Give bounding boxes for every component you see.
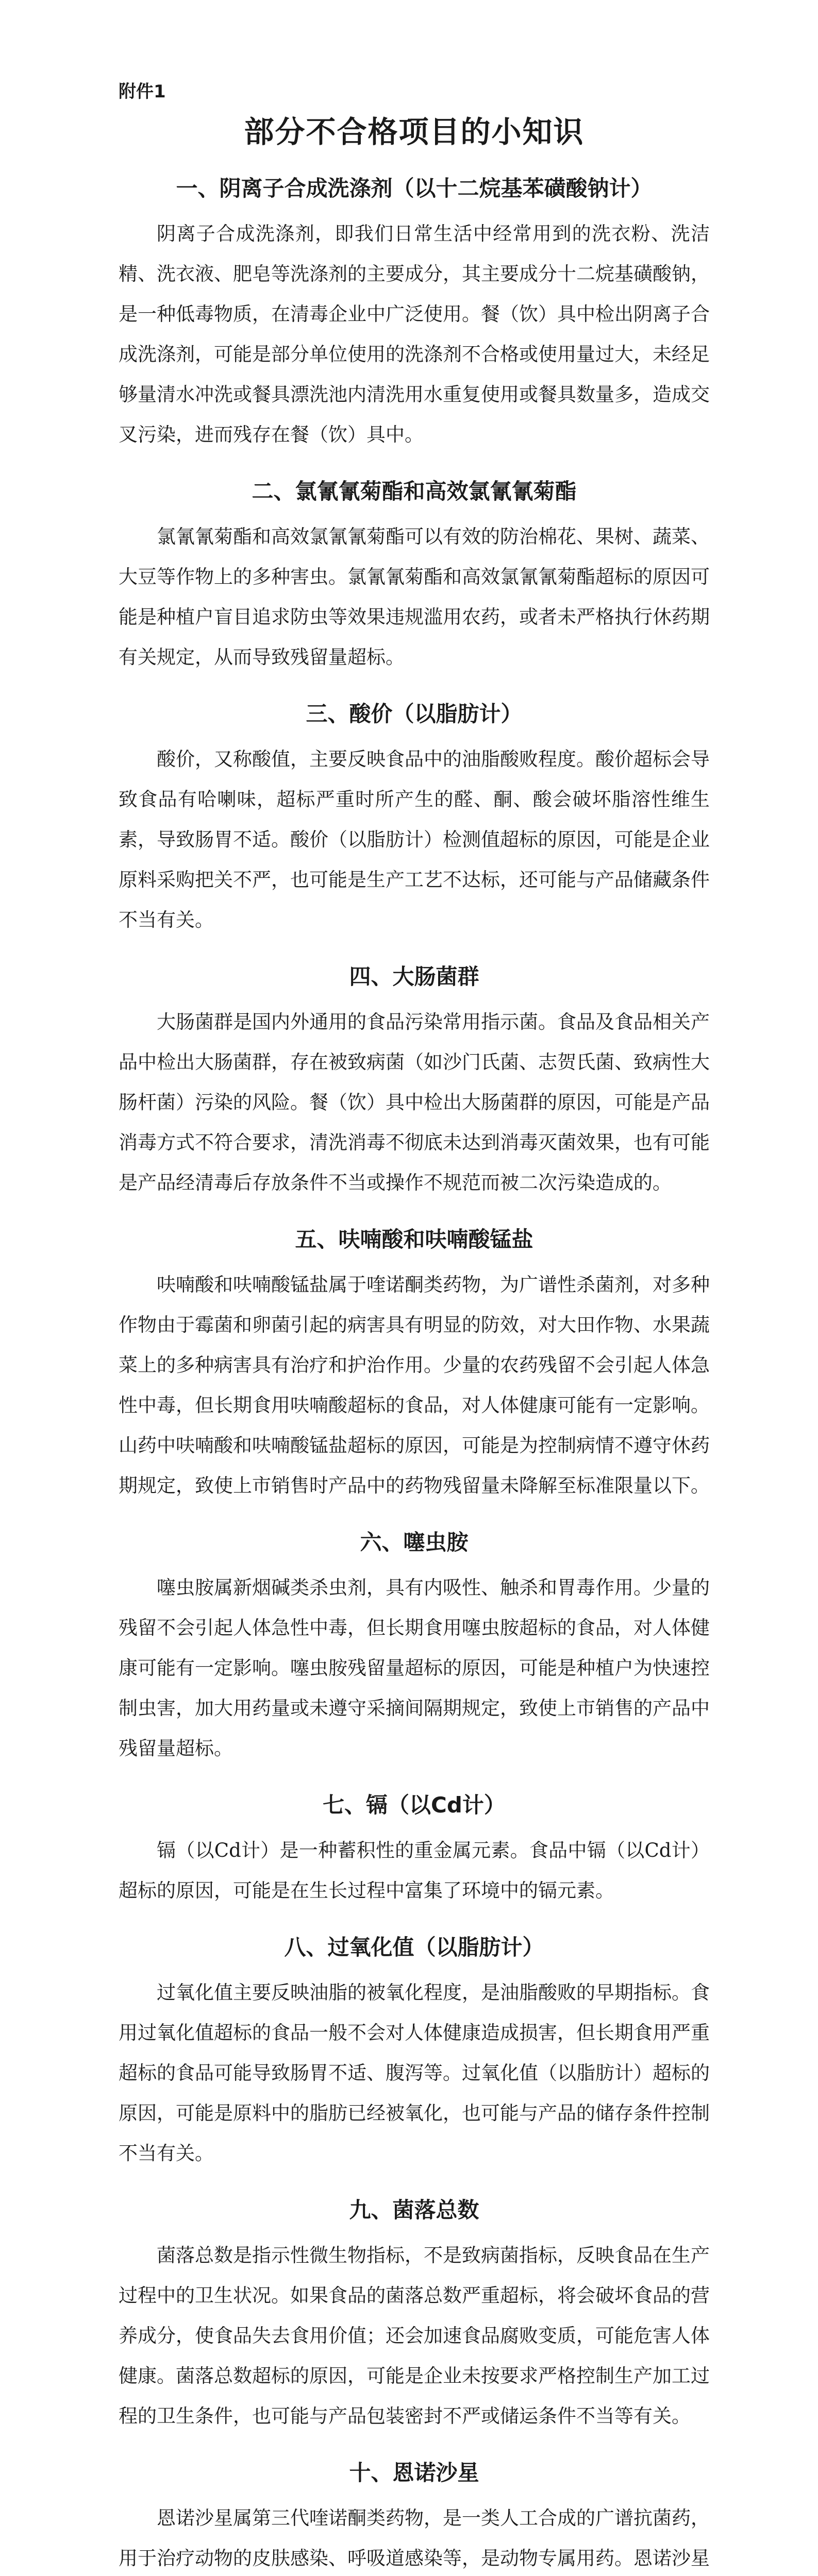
section — [119, 697, 710, 940]
section-paragraph: 大肠菌群是国内外通用的食品污染常用指示菌。食品及食品相关产品中检出大肠菌群，存在被致病菌（如沙门氏菌、志贺氏菌、致病性大肠杆菌）污染的风险。餐（饮）具中检出大肠菌群的原因，可能是产品消毒方式不符合要求，清洗消毒不彻底未达到消毒灭菌效果，也有可能是产品经清毒后存放条件不当或操作不规范而被二次污染造成的。 — [119, 1011, 710, 1194]
section-heading: 二、氯氰氰菊酯和高效氯氰氰菊酯 — [252, 479, 577, 504]
section-paragraph: 阴离子合成洗涤剂，即我们日常生活中经常用到的洗衣粉、洗洁精、洗衣液、肥皂等洗涤剂的主要成分，其主要成分十二烷基磺酸钠，是一种低毒物质，在清毒企业中广泛使用。餐（饮）具中检出阴离子合成洗涤剂，可能是部分单位使用的洗涤剂不合格或使用量过大，未经足够量清水冲洗或餐具漂洗池内清洗用水重复使用或餐具数量多，造成交叉污染，进而残存在餐（饮）具中。 — [119, 223, 710, 446]
section-heading: 一、阴离子合成洗涤剂（以十二烷基苯磺酸钠计） — [176, 176, 653, 201]
section-heading: 四、大肠菌群 — [349, 964, 479, 989]
section — [119, 172, 710, 455]
sections-container — [119, 172, 710, 2576]
document-title: 部分不合格项目的小知识 — [244, 114, 585, 149]
attachment-label: 附件1 — [119, 81, 166, 102]
section — [119, 474, 710, 677]
section-paragraph: 酸价，又称酸值，主要反映食品中的油脂酸败程度。酸价超标会导致食品有哈喇味，超标严重时所产生的醛、酮、酸会破坏脂溶性维生素，导致肠胃不适。酸价（以脂肪计）检测值超标的原因，可能是企业原料采购把关不严，也可能是生产工艺不达标，还可能与产品储藏条件不当有关。 — [119, 748, 710, 931]
section-paragraph: 氯氰氰菊酯和高效氯氰氰菊酯可以有效的防治棉花、果树、蔬菜、大豆等作物上的多种害虫。氯氰氰菊酯和高效氯氰氰菊酯超标的原因可能是种植户盲目追求防虫等效果违规滥用农药，或者未严格执行休药期有关规定，从而导致残留量超标。 — [119, 526, 710, 668]
section — [119, 960, 710, 1203]
section — [119, 1223, 710, 1506]
section-heading: 三、酸价（以脂肪计） — [306, 701, 523, 726]
section-heading: 八、过氧化值（以脂肪计） — [284, 1935, 544, 1960]
section — [119, 2456, 710, 2576]
section-paragraph: 菌落总数是指示性微生物指标，不是致病菌指标，反映食品在生产过程中的卫生状况。如果食品的菌落总数严重超标，将会破坏食品的营养成分，使食品失去食用价值；还会加速食品腐败变质，可能危害人体健康。菌落总数超标的原因，可能是企业未按要求严格控制生产加工过程的卫生条件，也可能与产品包装密封不严或储运条件不当等有关。 — [119, 2244, 710, 2427]
section-paragraph: 呋喃酸和呋喃酸锰盐属于喹诺酮类药物，为广谱性杀菌剂，对多种作物由于霉菌和卵菌引起的病害具有明显的防效，对大田作物、水果蔬菜上的多种病害具有治疗和护治作用。少量的农药残留不会引起人体急性中毒，但长期食用呋喃酸超标的食品，对人体健康可能有一定影响。山药中呋喃酸和呋喃酸锰盐超标的原因，可能是为控制病情不遵守休药期规定，致使上市销售时产品中的药物残留量未降解至标准限量以下。 — [119, 1274, 710, 1497]
section-paragraph: 噻虫胺属新烟碱类杀虫剂，具有内吸性、触杀和胃毒作用。少量的残留不会引起人体急性中毒，但长期食用噻虫胺超标的食品，对人体健康可能有一定影响。噻虫胺残留量超标的原因，可能是种植户为快速控制虫害，加大用药量或未遵守采摘间隔期规定，致使上市销售的产品中残留量超标。 — [119, 1577, 710, 1759]
section-heading: 九、菌落总数 — [349, 2197, 479, 2223]
section-paragraph: 过氧化值主要反映油脂的被氧化程度，是油脂酸败的早期指标。食用过氧化值超标的食品一般不会对人体健康造成损害，但长期食用严重超标的食品可能导致肠胃不适、腹泻等。过氧化值（以脂肪计）超标的原因，可能是原料中的脂肪已经被氧化，也可能与产品的储存条件控制不当有关。 — [119, 1981, 710, 2164]
section-paragraph: 恩诺沙星属第三代喹诺酮类药物，是一类人工合成的广谱抗菌药，用于治疗动物的皮肤感染、呼吸道感染等，是动物专属用药。恩诺沙星 — [119, 2507, 710, 2569]
section-heading: 五、呋喃酸和呋喃酸锰盐 — [295, 1227, 533, 1252]
section — [119, 2193, 710, 2436]
section-heading: 六、噻虫胺 — [360, 1530, 469, 1555]
section-paragraph: 镉（以Cd计）是一种蓄积性的重金属元素。食品中镉（以Cd计）超标的原因，可能是在生长过程中富集了环境中的镉元素。 — [119, 1839, 710, 1902]
section-heading: 十、恩诺沙星 — [349, 2460, 479, 2485]
section-heading: 七、镉（以Cd计） — [323, 1792, 506, 1818]
section — [119, 1788, 710, 1911]
section — [119, 1930, 710, 2174]
section — [119, 1526, 710, 1769]
